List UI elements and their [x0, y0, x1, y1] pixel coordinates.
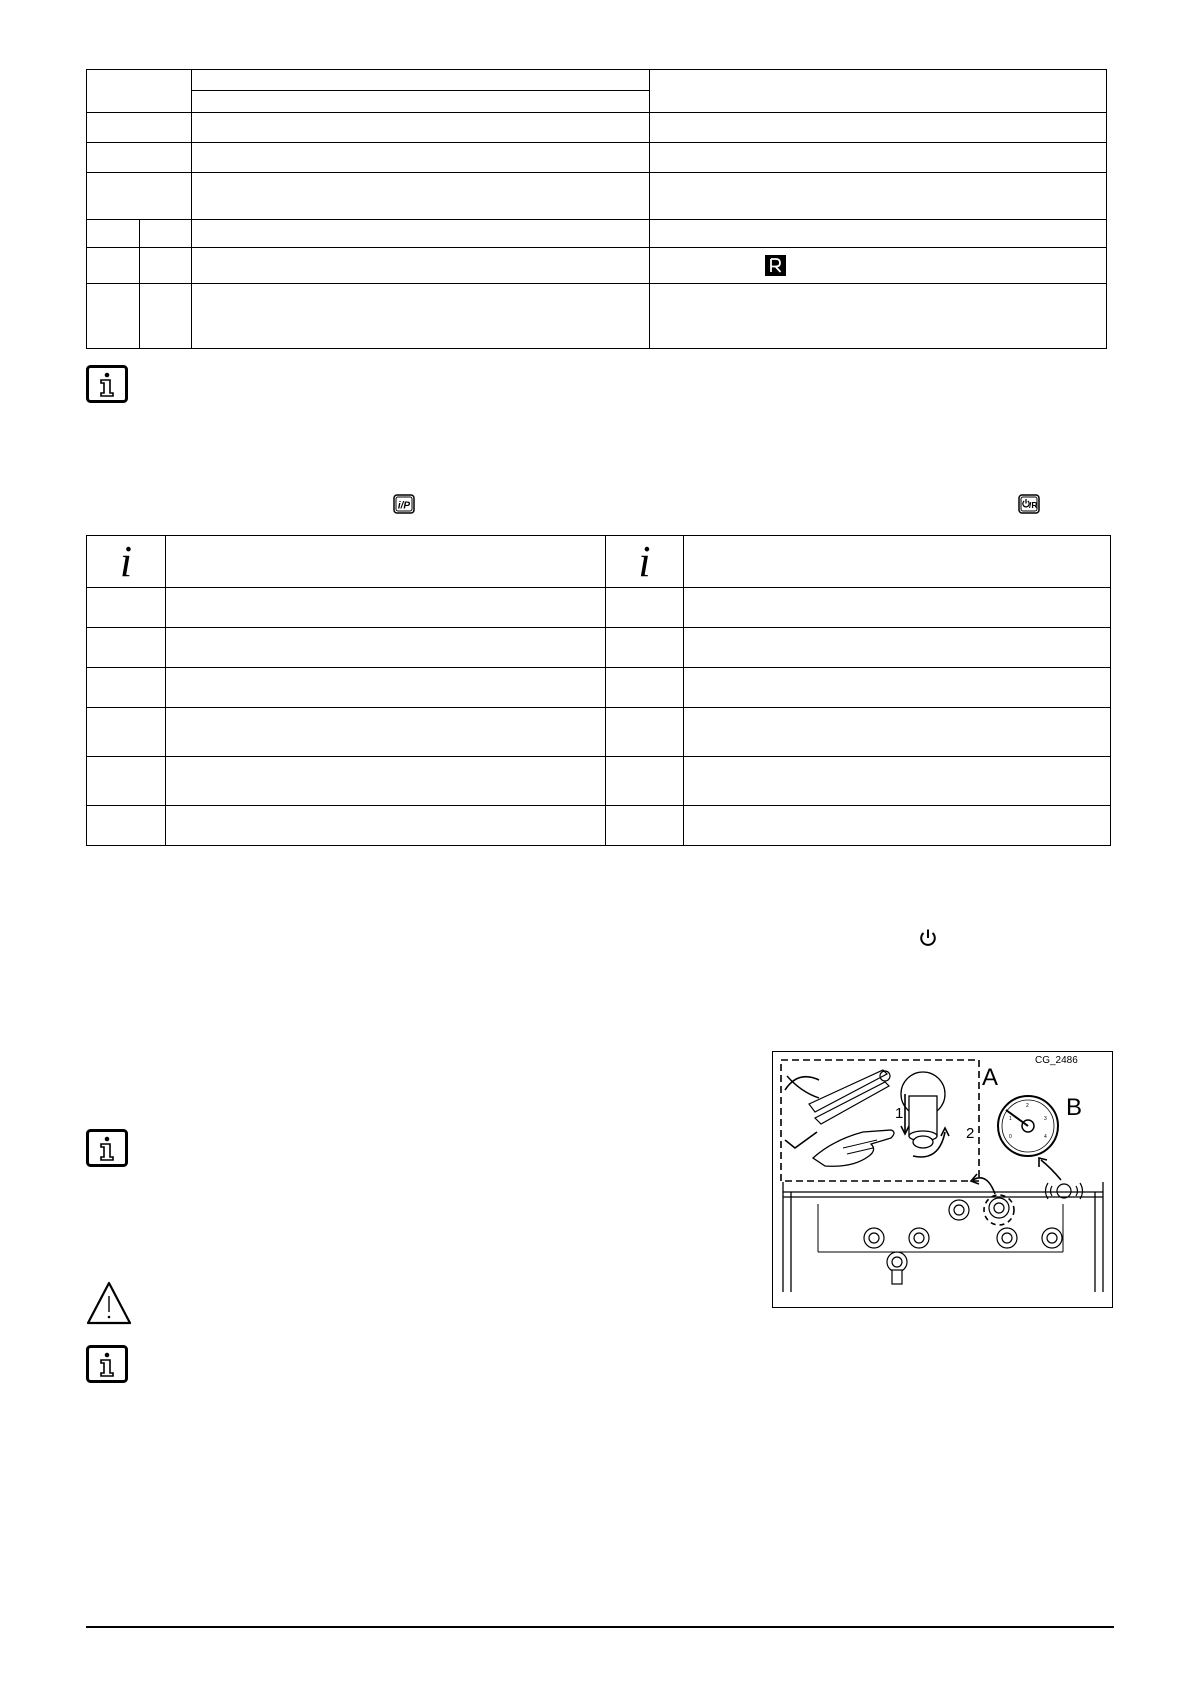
table-row — [87, 668, 1111, 708]
table-row — [87, 588, 1111, 628]
table-cell — [606, 588, 684, 628]
table-cell — [87, 628, 166, 668]
figure-label-b: B — [1066, 1094, 1083, 1121]
table-row — [87, 248, 1107, 284]
filling-tap-knob-icon — [901, 1072, 945, 1148]
svg-text:0: 0 — [1009, 1134, 1012, 1140]
info-icon — [86, 1345, 128, 1383]
table-cell — [87, 708, 166, 757]
table-cell — [684, 536, 1111, 588]
table-row — [87, 757, 1111, 806]
table-row — [87, 220, 1107, 248]
table-cell — [140, 220, 192, 248]
pipe-fittings — [864, 1198, 1062, 1284]
table-cell — [684, 628, 1111, 668]
step-2-label: 2 — [966, 1125, 975, 1142]
table-cell — [684, 668, 1111, 708]
power-icon — [919, 928, 937, 948]
info-symbol: i — [606, 536, 684, 588]
svg-text:1: 1 — [1009, 1116, 1012, 1122]
i-p-button-icon — [393, 494, 415, 514]
figure-code: CG_2486 — [1035, 1055, 1078, 1066]
table-cell — [87, 220, 140, 248]
table-cell — [606, 757, 684, 806]
svg-text:3: 3 — [1044, 1116, 1047, 1122]
table-cell — [606, 806, 684, 846]
warning-icon — [86, 1281, 132, 1325]
table-cell — [87, 284, 140, 349]
table-cell — [87, 668, 166, 708]
table-cell — [87, 113, 192, 143]
pliers-icon — [809, 1070, 890, 1124]
pressure-gauge-icon — [998, 1096, 1058, 1156]
table-cell — [166, 708, 606, 757]
table-cell — [650, 173, 1107, 220]
table-cell — [87, 757, 166, 806]
table-cell — [192, 143, 650, 173]
filling-tap-illustration — [773, 1052, 1111, 1306]
table-row — [87, 284, 1107, 349]
r-reset-icon — [765, 255, 786, 276]
table-cell — [87, 248, 140, 284]
table-cell — [192, 173, 650, 220]
table-row — [87, 113, 1107, 143]
svg-text:/R: /R — [1029, 500, 1038, 511]
info-menu-table — [86, 535, 1111, 846]
table-cell — [192, 91, 650, 113]
power-reset-button-icon — [1018, 494, 1040, 514]
table-cell — [87, 588, 166, 628]
svg-text:i/P: i/P — [397, 500, 411, 512]
table-row — [87, 628, 1111, 668]
table-row — [87, 173, 1107, 220]
table-cell — [87, 173, 192, 220]
hand-icon — [813, 1130, 894, 1166]
table-cell — [192, 248, 650, 284]
table-cell — [684, 757, 1111, 806]
check-mark-icon — [785, 1132, 817, 1148]
table-cell — [192, 220, 650, 248]
figure-label-a: A — [982, 1064, 999, 1091]
table-cell — [606, 668, 684, 708]
table-row — [87, 70, 1107, 91]
table-cell — [606, 708, 684, 757]
table-cell — [606, 628, 684, 668]
table-cell — [166, 588, 606, 628]
table-cell — [684, 806, 1111, 846]
table-row — [87, 708, 1111, 757]
table-cell — [87, 70, 192, 113]
table-cell — [166, 806, 606, 846]
table-header-row — [87, 536, 1111, 588]
table-cell — [87, 143, 192, 173]
table-cell — [140, 248, 192, 284]
table-cell — [650, 220, 1107, 248]
table-cell — [650, 113, 1107, 143]
table-cell — [650, 248, 1107, 284]
step-1-label: 1 — [895, 1105, 904, 1122]
table-cell — [166, 628, 606, 668]
info-symbol: i — [87, 536, 166, 588]
table-cell — [166, 668, 606, 708]
parameter-table — [86, 69, 1107, 349]
table-cell — [650, 70, 1107, 113]
svg-text:4: 4 — [1044, 1134, 1047, 1140]
table-cell — [166, 536, 606, 588]
table-cell — [650, 143, 1107, 173]
table-cell — [650, 284, 1107, 349]
table-cell — [140, 284, 192, 349]
filling-tap-figure — [772, 1051, 1113, 1308]
table-cell — [87, 806, 166, 846]
footer-rule — [86, 1626, 1114, 1628]
table-cell — [192, 70, 650, 91]
info-icon — [86, 365, 128, 403]
svg-text:2: 2 — [1026, 1103, 1029, 1109]
table-cell — [192, 284, 650, 349]
info-icon — [86, 1129, 128, 1167]
table-cell — [166, 757, 606, 806]
table-row — [87, 143, 1107, 173]
table-cell — [192, 113, 650, 143]
table-row — [87, 806, 1111, 846]
table-cell — [684, 588, 1111, 628]
table-cell — [684, 708, 1111, 757]
